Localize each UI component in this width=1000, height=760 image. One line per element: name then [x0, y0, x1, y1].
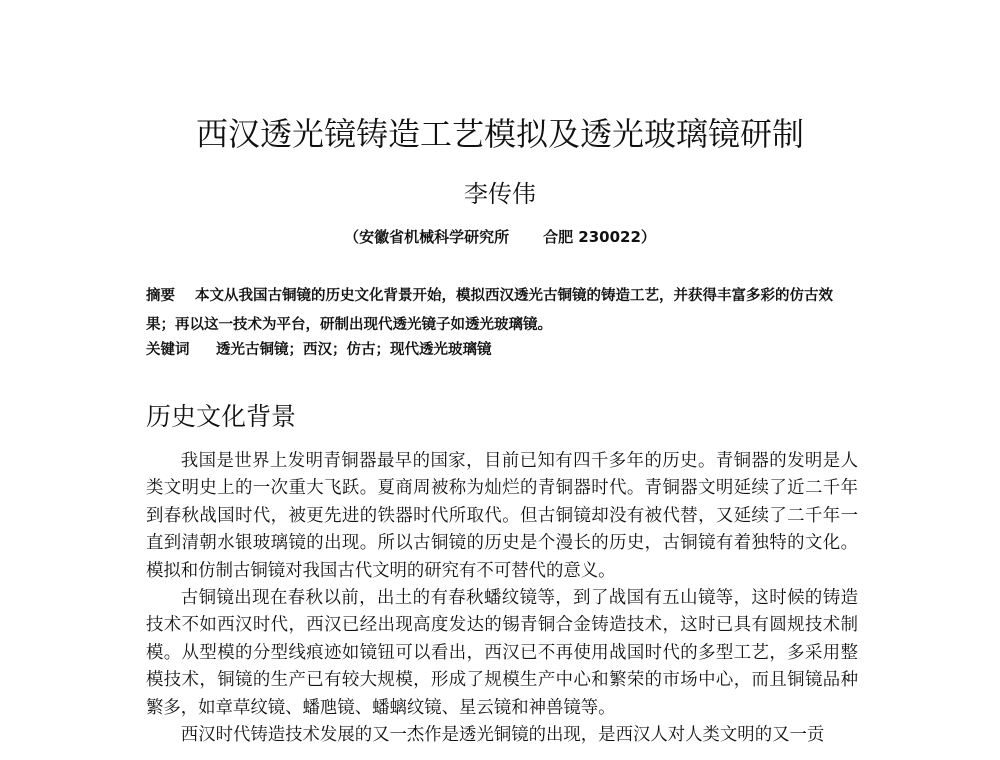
- keywords-label: 关键词: [146, 342, 190, 358]
- affiliation-organization: （安徽省机械科学研究所: [344, 228, 510, 246]
- paper-title: 西汉透光镜铸造工艺模拟及透光玻璃镜研制: [195, 115, 804, 153]
- section-heading: 历史文化背景: [146, 402, 297, 431]
- body-paragraph: 我国是世界上发明青铜器最早的国家，目前已知有四千多年的历史。青铜器的发明是人类文明史上的一次重大飞跃。夏商周被称为灿烂的青铜器时代。青铜器文明延续了近二千年到春秋战国时代，被更先进的铁器时代所取代。但古铜镜却没有被代替，又延续了二千年一直到清朝水银玻璃镜的出现。所以古铜镜的历史是个漫长的历史，古铜镜有着独特的文化。模拟和仿制古铜镜对我国古代文明的研究有不可替代的意义。: [146, 451, 858, 581]
- keywords: [146, 339, 858, 361]
- abstract-text: 本文从我国古铜镜的历史文化背景开始，模拟西汉透光古铜镜的铸造工艺，并获得丰富多彩的仿古效果；再以这一技术为平台，研制出现代透光镜子如透光玻璃镜。: [146, 288, 833, 333]
- affiliation-city: 合肥 230022）: [543, 228, 656, 246]
- body-paragraph: 西汉时代铸造技术发展的又一杰作是透光铜镜的出现，是西汉人对人类文明的又一贡: [180, 725, 825, 746]
- abstract: [146, 282, 858, 340]
- keywords-text: 透光古铜镜；西汉；仿古；现代透光玻璃镜: [216, 342, 492, 358]
- abstract-label: 摘要: [146, 288, 175, 304]
- affiliation: [0, 226, 1000, 248]
- body-text: [146, 448, 858, 749]
- body-paragraph: 古铜镜出现在春秋以前，出土的有春秋蟠纹镜等，到了战国有五山镜等，这时候的铸造技术不如西汉时代，西汉已经出现高度发达的锡青铜合金铸造技术，这时已具有圆规技术制模。从型模的分型线痕迹如镜钮可以看出，西汉已不再使用战国时代的多型工艺，多采用整模技术，铜镜的生产已有较大规模，形成了规模生产中心和繁荣的市场中心，而且铜镜品种繁多，如章草纹镜、蟠虺镜、蟠螭纹镜、星云镜和神兽镜等。: [146, 588, 858, 718]
- author-name: 李传伟: [464, 180, 536, 208]
